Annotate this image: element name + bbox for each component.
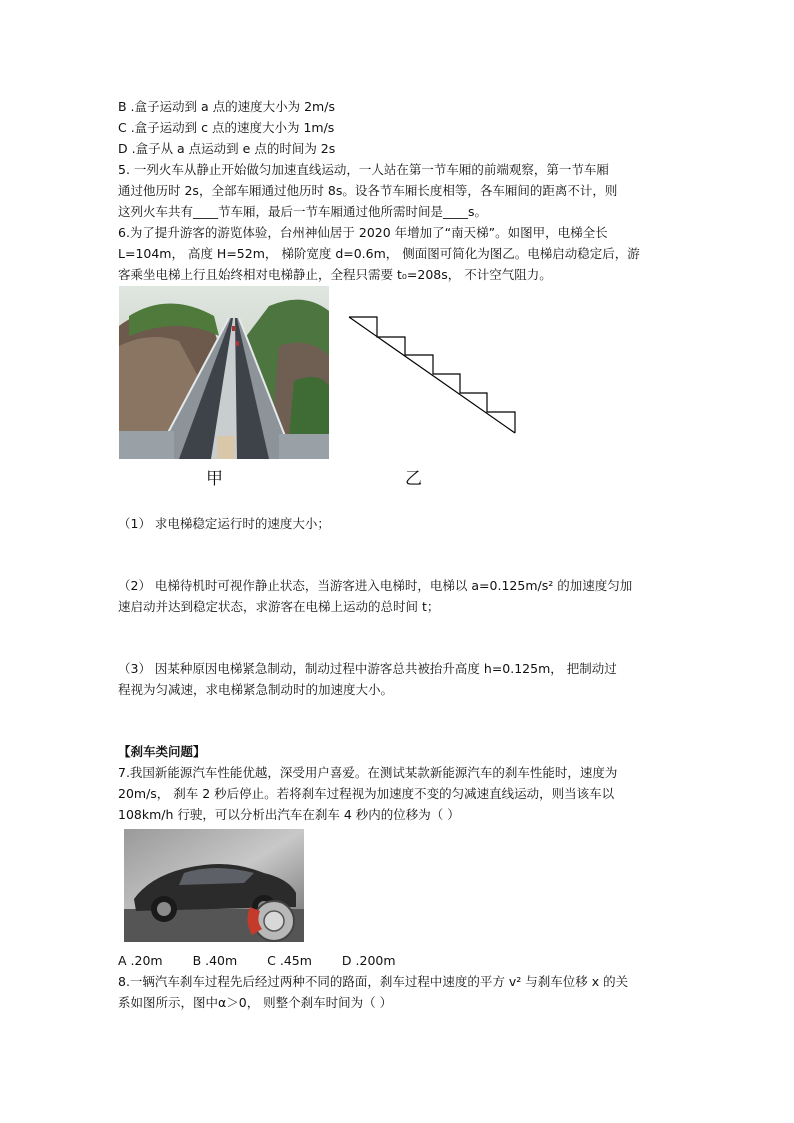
q5-line-1: 5. 一列火车从静止开始做匀加速直线运动，一人站在第一节车厢的前端观察，第一节车厢	[118, 162, 609, 177]
q4-option-b: B .盒子运动到 a 点的速度大小为 2m/s	[118, 99, 335, 114]
q7-option-d: D .200m	[341, 953, 396, 968]
escalator-photo	[119, 286, 329, 459]
q6-part-2-line-1: （2） 电梯待机时可视作静止状态，当游客进入电梯时，电梯以 a=0.125m/s² 的加速度匀加	[118, 578, 633, 593]
q7-line-2: 20m/s， 刹车 2 秒后停止。若将刹车过程视为加速度不变的匀减速直线运动，则当该车以	[118, 786, 615, 801]
staircase-diagram	[345, 312, 520, 437]
q4-option-d: D .盒子从 a 点运动到 e 点的时间为 2s	[118, 141, 336, 156]
q6-line-2: L=104m， 高度 H=52m， 梯阶宽度 d=0.6m， 侧面图可简化为图乙。电梯启动稳定后，游	[118, 246, 640, 261]
q7-line-3: 108km/h 行驶，可以分析出汽车在刹车 4 秒内的位移为（ ）	[118, 807, 460, 822]
q6-part-3-line-1: （3） 因某种原因电梯紧急制动，制动过程中游客总共被抬升高度 h=0.125m， 把制动过	[118, 661, 617, 676]
car-brake-photo	[124, 829, 304, 942]
q6-part-3-line-2: 程视为匀减速，求电梯紧急制动时的加速度大小。	[118, 682, 394, 697]
q7-line-1: 7.我国新能源汽车性能优越，深受用户喜爱。在测试某款新能源汽车的刹车性能时，速度为	[118, 765, 618, 780]
q7-option-a: A .20m	[118, 953, 163, 968]
figure-caption-yi: 乙	[405, 469, 422, 489]
q6-line-3: 客乘坐电梯上行且始终相对电梯静止，全程只需要 t₀=208s， 不计空气阻力。	[118, 267, 552, 282]
q4-option-c: C .盒子运动到 c 点的速度大小为 1m/s	[118, 120, 335, 135]
q7-options	[118, 952, 422, 970]
q6-part-2-line-2: 速启动并达到稳定状态，求游客在电梯上运动的总时间 t；	[118, 599, 440, 614]
q6-part-1: （1） 求电梯稳定运行时的速度大小；	[118, 516, 330, 531]
q5-line-3: 这列火车共有____节车厢，最后一节车厢通过他所需时间是____s。	[118, 204, 488, 219]
q8-line-1: 8.一辆汽车刹车过程先后经过两种不同的路面，刹车过程中速度的平方 v² 与刹车位移 x 的关	[118, 974, 629, 989]
figure-caption-jia: 甲	[206, 469, 223, 489]
q7-option-b: B .40m	[192, 953, 238, 968]
q5-line-2: 通过他历时 2s，全部车厢通过他历时 8s。设各节车厢长度相等，各车厢间的距离不计，则	[118, 183, 618, 198]
q8-line-2: 系如图所示，图中α＞0， 则整个刹车时间为（ ）	[118, 995, 393, 1010]
q6-line-1: 6.为了提升游客的游览体验，台州神仙居于 2020 年增加了“南天梯”。如图甲，电梯全长	[118, 225, 608, 240]
q7-option-c: C .45m	[267, 953, 312, 968]
section-title: 【刹车类问题】	[118, 744, 206, 759]
